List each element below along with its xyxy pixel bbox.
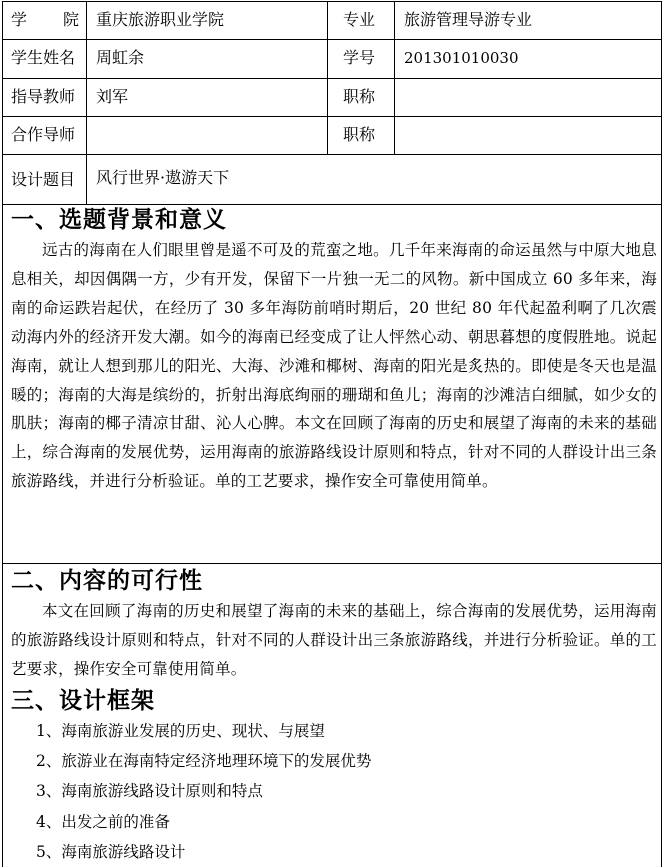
section-divider [2, 563, 662, 564]
college-value: 重庆旅游职业学院 [96, 10, 225, 29]
student-name-value: 周虹余 [96, 48, 145, 67]
framework-list [36, 716, 371, 867]
major-label: 专业 [343, 10, 376, 29]
advisor-title-label: 职称 [343, 87, 376, 106]
topic-label: 设计题目 [11, 170, 76, 189]
section-1-heading: 一、选题背景和意义 [11, 207, 227, 233]
row-divider [2, 154, 662, 155]
co-advisor-label: 合作导师 [11, 125, 76, 144]
section-3-heading: 三、设计框架 [11, 688, 155, 714]
column-divider [327, 1, 328, 155]
column-divider [86, 1, 87, 205]
list-item: 5、海南旅游线路设计 [36, 842, 186, 861]
row-divider [2, 116, 662, 117]
topic-value: 风行世界·遨游天下 [96, 168, 230, 187]
advisor-value: 刘军 [96, 87, 129, 106]
student-id-value: 201301010030 [404, 49, 519, 67]
section-2-heading: 二、内容的可行性 [11, 568, 203, 594]
list-item: 1、海南旅游业发展的历史、现状、与展望 [36, 722, 325, 740]
college-label: 学 院 [11, 10, 79, 29]
advisor-label: 指导教师 [11, 87, 76, 106]
student-id-label: 学号 [343, 48, 376, 67]
student-name-label: 学生姓名 [11, 48, 76, 67]
section-1-body: 远古的海南在人们眼里曾是遥不可及的荒蛮之地。几千年来海南的命运虽然与中原大地息息相关，却因偶隅一方，少有开发，保留下一片独一无二的风物。新中国成立 60 多年来，海南的命运跌岩起伏，在经历了 30 多年海防前哨时期后，20 世纪 80 年代起盈利啊了几次震动海内外的经济开发大潮。如今的海南已经变成了让人怦然心动、朝思暮想的度假胜地。说起海南，就让人想到那儿的阳光、大海、沙滩和椰树、海南的阳光是炙热的。即使是冬天也是温暖的；海南的大海是缤纷的，折射出海底绚丽的珊瑚和鱼儿；海南的沙滩洁白细腻，如少女的肌肤；海南的椰子清凉甘甜、沁人心脾。本文在回顾了海南的历史和展望了海南的未来的基础上，综合海南的发展优势，运用海南的旅游路线设计原则和特点，针对不同的人群设计出三条旅游路线，并进行分析验证。单的工艺要求，操作安全可靠使用简单。 [11, 241, 657, 491]
row-divider [2, 39, 662, 40]
column-divider [394, 1, 395, 155]
list-item: 2、旅游业在海南特定经济地理环境下的发展优势 [36, 752, 372, 771]
row-divider [2, 78, 662, 79]
list-item: 4、出发之前的准备 [36, 812, 170, 831]
major-value: 旅游管理导游专业 [404, 10, 533, 29]
co-advisor-title-label: 职称 [343, 125, 376, 144]
list-item: 3、海南旅游线路设计原则和特点 [36, 782, 263, 801]
section-2-body: 本文在回顾了海南的历史和展望了海南的未来的基础上，综合海南的发展优势，运用海南的旅游路线设计原则和特点，针对不同的人群设计出三条旅游路线，并进行分析验证。单的工艺要求，操作安全可靠使用简单。 [11, 602, 657, 678]
